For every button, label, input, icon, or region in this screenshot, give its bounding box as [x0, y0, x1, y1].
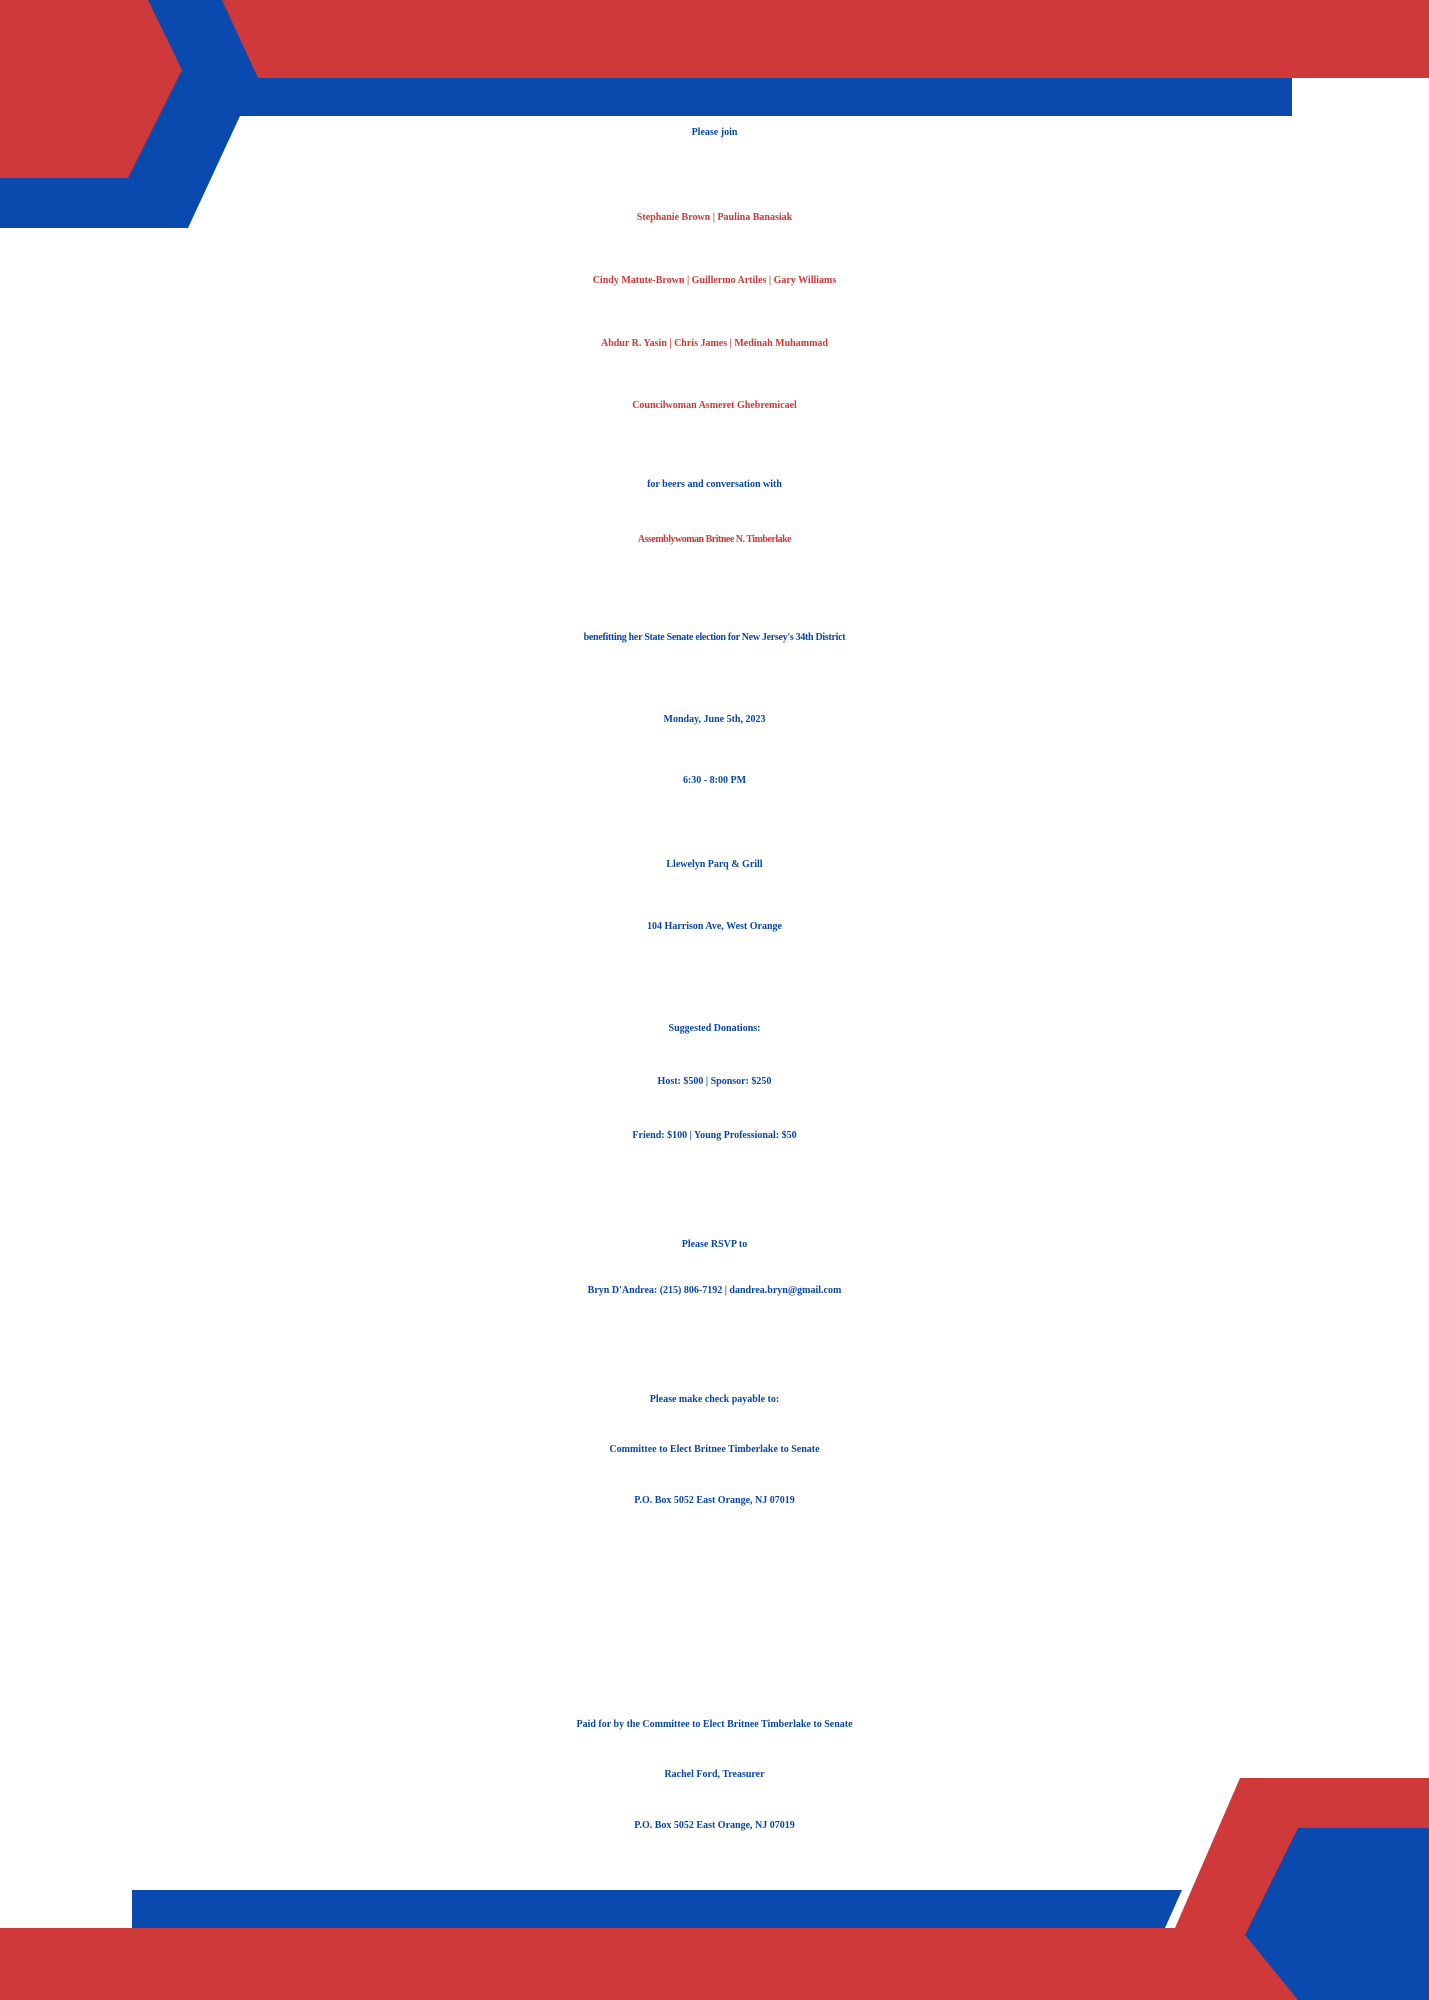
- check-address: P.O. Box 5052 East Orange, NJ 07019: [634, 1495, 795, 1506]
- rsvp-contact: Bryn D'Andrea: (215) 806-7192 | dandrea.bryn@gmail.com: [587, 1285, 842, 1296]
- donations-heading: Suggested Donations:: [668, 1023, 761, 1034]
- bottom-red-band: [0, 1928, 1180, 2000]
- purpose-text: for beers and conversation with: [647, 479, 782, 490]
- host-line-3: Abdur R. Yasin | Chris James | Medinah Muhammad: [601, 338, 828, 349]
- benefit-text: benefitting her State Senate election for New Jersey's 34th District: [583, 632, 846, 643]
- host-line-4: Councilwoman Asmeret Ghebremicael: [632, 400, 797, 411]
- intro-text: Please join: [691, 127, 738, 138]
- event-venue: Llewelyn Parq & Grill: [666, 859, 763, 870]
- event-date: Monday, June 5th, 2023: [663, 714, 766, 725]
- host-line-1: Stephanie Brown | Paulina Banasiak: [636, 212, 793, 223]
- check-heading: Please make check payable to:: [649, 1394, 780, 1405]
- footer-address: P.O. Box 5052 East Orange, NJ 07019: [634, 1820, 795, 1831]
- donations-line-1: Host: $500 | Sponsor: $250: [657, 1076, 772, 1087]
- bottom-blue-band: [132, 1890, 1182, 1928]
- bottom-blue-chevron: [1245, 1828, 1429, 2000]
- top-banner-decoration: [0, 0, 1429, 240]
- footer-paid-for: Paid for by the Committee to Elect Britnee Timberlake to Senate: [576, 1719, 853, 1730]
- event-time: 6:30 - 8:00 PM: [682, 775, 747, 786]
- footer-treasurer: Rachel Ford, Treasurer: [664, 1769, 765, 1780]
- rsvp-heading: Please RSVP to: [681, 1239, 748, 1250]
- check-payee: Committee to Elect Britnee Timberlake to Senate: [609, 1444, 820, 1455]
- event-address: 104 Harrison Ave, West Orange: [647, 921, 782, 932]
- donations-line-2: Friend: $100 | Young Professional: $50: [632, 1130, 797, 1141]
- top-red-band: [222, 0, 1429, 78]
- host-line-2: Cindy Matute-Brown | Guillermo Artiles | Gary Williams: [592, 275, 837, 286]
- bottom-red-panel: [1135, 1778, 1429, 2000]
- honoree-title: Assemblywoman Britnee N. Timberlake: [637, 534, 792, 545]
